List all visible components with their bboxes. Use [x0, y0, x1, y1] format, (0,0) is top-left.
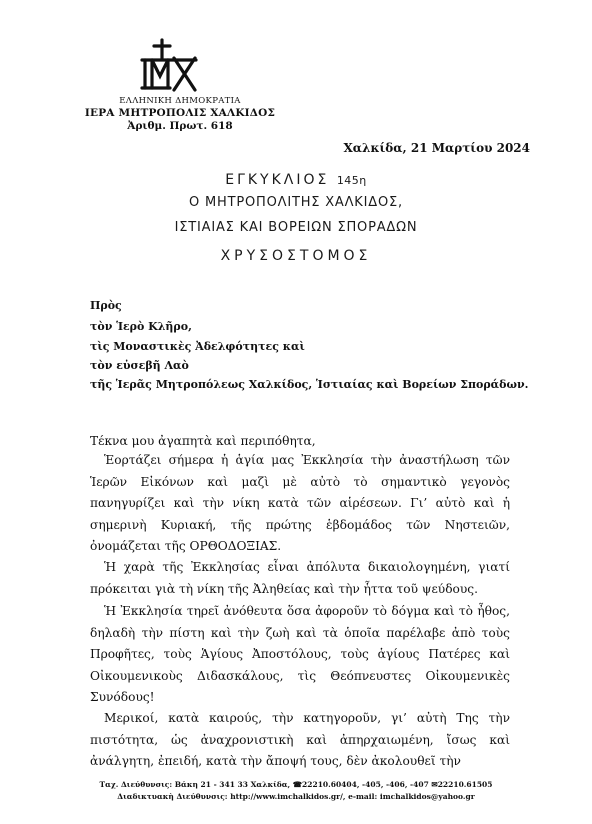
title-line-4: ΧΡΥΣΟΣΤΟΜΟΣ	[220, 248, 372, 264]
body-paragraph: Ἡ Ἐκκλησία τηρεῖ ἀνόθευτα ὅσα ἀφοροῦν τὸ δόγμα καὶ τὸ ἦθος, δηλαδὴ τὴν πίστη καὶ τὴν ζωὴ καὶ τὰ ὁποῖα παρέλαβε ἀπὸ τοὺς Προφῆτες, τοὺς Ἁγίους Ἀποστόλους, τοὺς ἁγίους Πατέρες καὶ Οἰκουμενικοὺς Διδασκάλους, τὶς Θεόπνευστες Οἰκουμενικὲς Συνόδους!	[90, 604, 510, 704]
body-paragraph: Μερικοί, κατὰ καιρούς, τὴν κατηγοροῦν, γι’ αὐτὴ Της τὴν πιστότητα, ὡς ἀναχρονιστικὴ καὶ ἀπηρχαιωμένη, ἴσως καὶ ἀνάλγητη, ἐπειδή, κατὰ τὴν ἄποψή τους, δὲν ἀκολουθεῖ τὴν	[90, 711, 510, 768]
greeting: Τέκνα μου ἀγαπητὰ καὶ περιπόθητα,	[90, 434, 316, 448]
body-paragraph: Ἡ χαρὰ τῆς Ἐκκλησίας εἶναι ἀπόλυτα δικαιολογημένη, γιατί πρόκειται γιὰ τὴ νίκη τῆς Ἀληθείας καὶ τὴν ἧττα τοῦ ψεύδους.	[90, 560, 510, 596]
addressee-line: τὶς Μοναστικὲς Ἀδελφότητες καὶ	[90, 340, 305, 353]
protocol-number: Ἀριθμ. Πρωτ. 618	[127, 120, 233, 132]
document-date: Χαλκίδα, 21 Μαρτίου 2024	[343, 141, 530, 155]
header-metropolis: ΙΕΡΑ ΜΗΤΡΟΠΟΛΙΣ ΧΑΛΚΙΔΟΣ	[84, 107, 276, 119]
encyclical-title	[0, 172, 592, 188]
addressee-line: τῆς Ἱερᾶς Μητροπόλεως Χαλκίδος, Ἱστιαίας καὶ Βορείων Σποράδων.	[90, 378, 529, 391]
addressee-line: τὸν Ἱερὸ Κλῆρο,	[90, 320, 192, 333]
body-paragraph: Ἑορτάζει σήμερα ἡ ἁγία μας Ἐκκλησία τὴν ἀναστήλωση τῶν Ἱερῶν Εἰκόνων καὶ μαζὶ μὲ αὐτὸ τὸ σημαντικὸ γεγονὸς πανηγυρίζει καὶ τὴν νίκη κατὰ τῶν αἱρέσεων. Γι’ αὐτὸ καὶ ἡ σημερινὴ Κυριακή, τῆς πρώτης ἑβδομάδος τῶν Νηστειῶν, ὀνομάζεται τῆς ΟΡΘΟΔΟΞΙΑΣ.	[90, 453, 510, 553]
addressee-line: Πρὸς	[90, 299, 122, 312]
title-line-2: Ο ΜΗΤΡΟΠΟΛΙΤΗΣ ΧΑΛΚΙΔΟΣ,	[189, 195, 403, 210]
header-country: ΕΛΛΗΝΙΚΗ ΔΗΜΟΚΡΑΤΙΑ	[119, 96, 241, 106]
title-line-3: ΙΣΤΙΑΙΑΣ ΚΑΙ ΒΟΡΕΙΩΝ ΣΠΟΡΑΔΩΝ	[174, 220, 418, 235]
encyclical-number: 145η	[336, 174, 367, 187]
addressee-line: τὸν εὐσεβῆ Λαὸ	[90, 359, 189, 372]
metropolis-monogram-logo	[140, 38, 198, 94]
footer-web-address: Διαδικτυακὴ Διεύθυνσις: http://www.imchalkidos.gr/, e-mail: imchalkidos@yahoo.gr	[117, 792, 475, 801]
footer-postal-address: Ταχ. Διεύθυνσις: Βάκη 21 - 341 33 Χαλκίδα, ☎22210.60404, -405, -406, -407 ✉22210.61505	[99, 780, 493, 789]
encyclical-label: ΕΓΚΥΚΛΙΟΣ	[225, 172, 330, 188]
